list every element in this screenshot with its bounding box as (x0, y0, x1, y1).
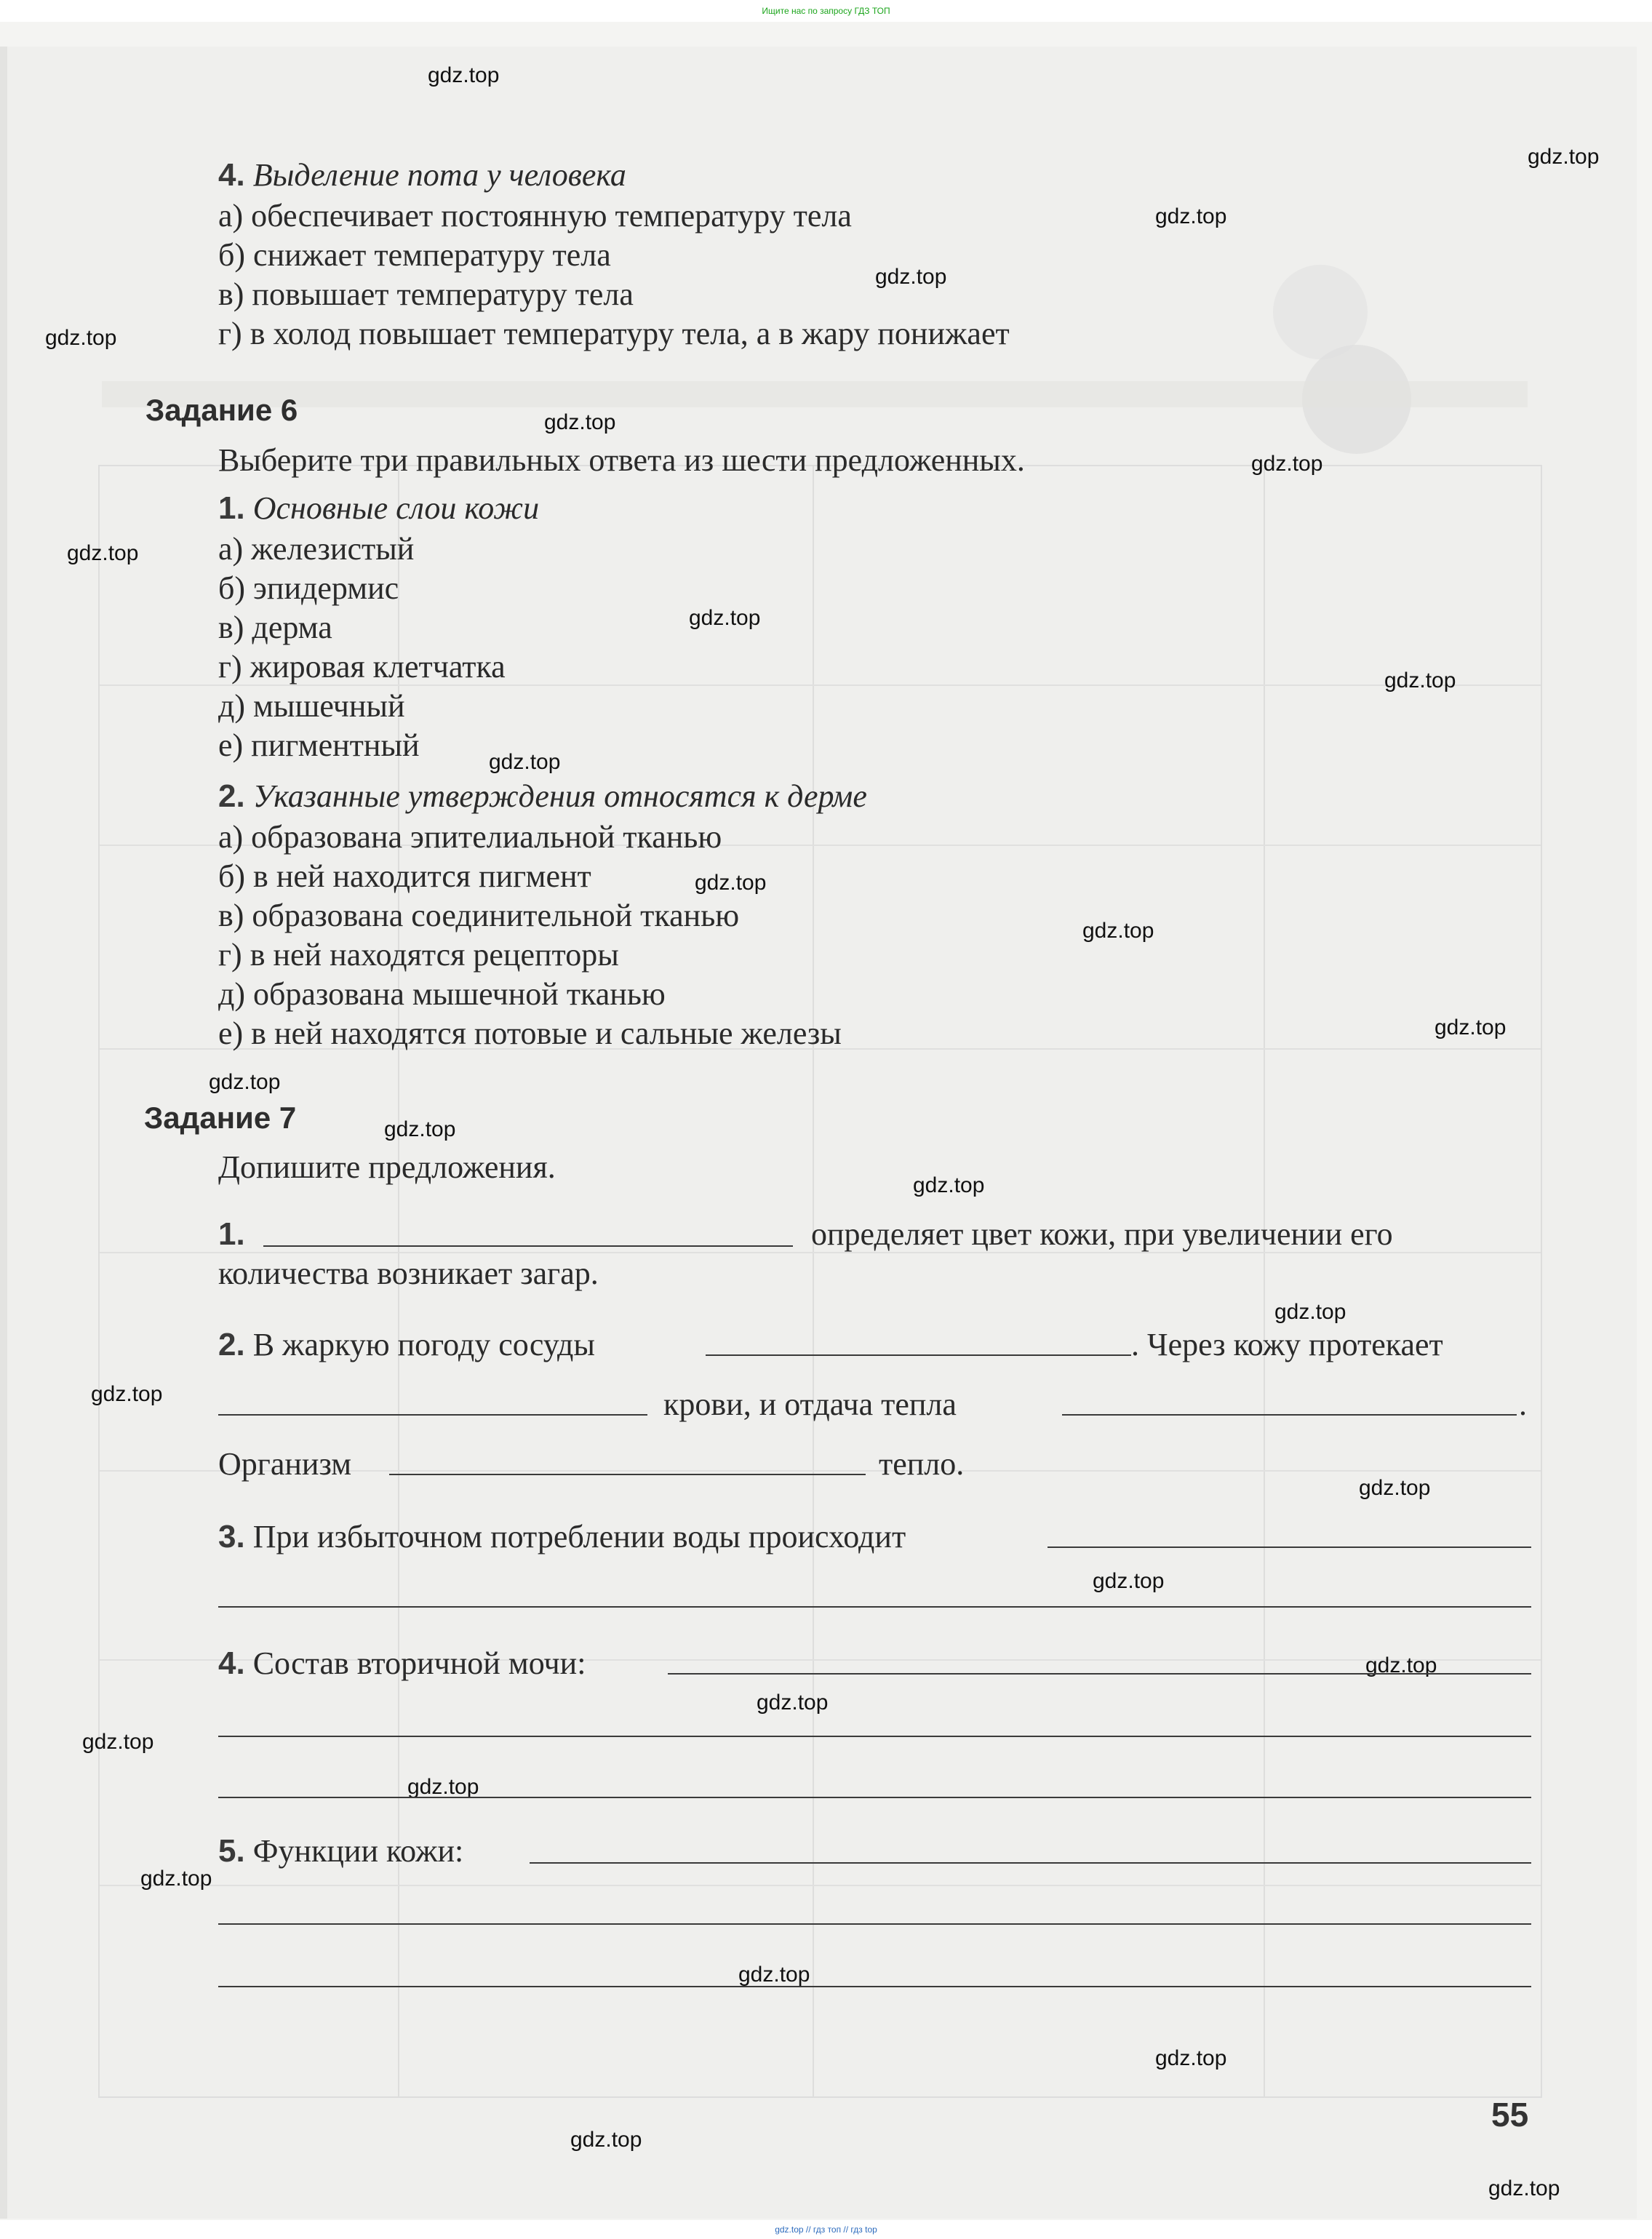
watermark: gdz.top (1155, 204, 1227, 228)
option: а) обеспечивает постоянную температуру тела (218, 198, 852, 234)
option: е) в ней находятся потовые и сальные железы (218, 1015, 842, 1051)
option: а) образована эпителиальной тканью (218, 819, 722, 855)
sentence-text: крови, и отдача тепла (663, 1386, 957, 1422)
sentence-text: Функции кожи: (252, 1833, 464, 1869)
sentence-number: 3. (218, 1519, 245, 1554)
watermark: gdz.top (1251, 452, 1323, 476)
watermark: gdz.top (913, 1173, 985, 1197)
option: б) эпидермис (218, 570, 399, 606)
ghost-col (1264, 466, 1265, 2096)
sentence-text: определяет цвет кожи, при увеличении его (811, 1216, 1393, 1252)
watermark: gdz.top (738, 1963, 810, 1987)
watermark: gdz.top (695, 871, 767, 895)
task-7-instruction: Допишите предложения. (218, 1149, 556, 1185)
sentence-number: 2. (218, 1327, 245, 1362)
top-banner[interactable]: Ищите нас по запросу ГДЗ ТОП (0, 0, 1652, 22)
watermark: gdz.top (384, 1117, 456, 1141)
watermark: gdz.top (140, 1867, 212, 1891)
ghost-band (102, 381, 1528, 407)
ghost-col (813, 466, 814, 2096)
watermark: gdz.top (1274, 1300, 1346, 1324)
sentence-text: количества возникает загар. (218, 1256, 599, 1291)
answer-blank[interactable] (218, 1736, 1531, 1737)
answer-blank[interactable] (706, 1354, 1131, 1356)
answer-blank[interactable] (218, 1986, 1531, 1987)
watermark: gdz.top (1093, 1569, 1165, 1593)
watermark: gdz.top (1155, 2046, 1227, 2070)
sentence-text: В жаркую погоду сосуды (252, 1327, 595, 1362)
sentence-text: При избыточном потреблении воды происходит (252, 1519, 906, 1554)
watermark: gdz.top (1488, 2176, 1560, 2200)
watermark: gdz.top (489, 750, 561, 774)
watermark: gdz.top (544, 410, 616, 434)
option: г) жировая клетчатка (218, 649, 506, 685)
sentence-number: 4. (218, 1645, 245, 1681)
question-text: Основные слои кожи (252, 490, 540, 526)
watermark: gdz.top (757, 1691, 829, 1715)
sentence-5 (218, 1832, 463, 1871)
question-2-title (218, 777, 867, 816)
watermark: gdz.top (1384, 668, 1456, 693)
watermark: gdz.top (1359, 1476, 1431, 1500)
sentence-text: Организм (218, 1446, 352, 1482)
watermark: gdz.top (67, 541, 139, 565)
watermark: gdz.top (1528, 145, 1600, 169)
option: г) в ней находятся рецепторы (218, 937, 619, 973)
watermark: gdz.top (1365, 1653, 1437, 1677)
sentence-number: 1. (218, 1216, 245, 1252)
question-4-title (218, 156, 626, 195)
sentence-text: Состав вторичной мочи: (252, 1645, 586, 1681)
ghost-row (100, 1885, 1541, 1886)
option: д) образована мышечной тканью (218, 976, 666, 1012)
watermark: gdz.top (428, 63, 500, 87)
sentence-number: 5. (218, 1833, 245, 1869)
answer-blank[interactable] (218, 1606, 1531, 1608)
question-number: 4. (218, 157, 245, 193)
sentence-text: тепло. (879, 1446, 965, 1482)
task-6-instruction: Выберите три правильных ответа из шести предложенных. (218, 442, 1025, 478)
answer-blank[interactable] (263, 1245, 793, 1247)
answer-blank[interactable] (218, 1923, 1531, 1925)
answer-blank[interactable] (218, 1797, 1531, 1798)
option: в) образована соединительной тканью (218, 898, 740, 933)
watermark: gdz.top (82, 1730, 154, 1754)
task-7-heading: Задание 7 (144, 1101, 297, 1135)
sentence-4 (218, 1644, 586, 1683)
watermark: gdz.top (45, 326, 117, 350)
option: д) мышечный (218, 688, 405, 724)
question-number: 2. (218, 778, 245, 814)
question-text: Указанные утверждения относятся к дерме (252, 778, 867, 814)
sentence-2 (218, 1325, 595, 1365)
answer-blank[interactable] (1062, 1414, 1517, 1416)
sentence-text: . Через кожу протекает (1131, 1327, 1443, 1362)
answer-blank[interactable] (389, 1474, 866, 1475)
question-text: Выделение пота у человека (252, 157, 626, 193)
answer-blank[interactable] (218, 1414, 647, 1416)
answer-blank[interactable] (530, 1862, 1531, 1864)
sentence-text: . (1519, 1386, 1527, 1422)
watermark: gdz.top (875, 265, 947, 289)
option: в) повышает температуру тела (218, 276, 634, 312)
watermark: gdz.top (91, 1382, 163, 1406)
sentence-3 (218, 1517, 906, 1557)
question-1-title (218, 489, 539, 528)
option: б) снижает температуру тела (218, 237, 611, 273)
watermark: gdz.top (407, 1775, 479, 1799)
option: б) в ней находится пигмент (218, 858, 591, 894)
option: е) пигментный (218, 727, 420, 763)
page-number: 55 (1491, 2096, 1529, 2134)
watermark: gdz.top (570, 2128, 642, 2152)
watermark: gdz.top (209, 1070, 281, 1094)
answer-blank[interactable] (1048, 1546, 1531, 1548)
option: г) в холод повышает температуру тела, а в жару понижает (218, 316, 1010, 351)
option: в) дерма (218, 610, 332, 645)
watermark: gdz.top (1434, 1015, 1507, 1039)
task-6-heading: Задание 6 (145, 393, 298, 427)
option: а) железистый (218, 531, 415, 567)
question-number: 1. (218, 490, 245, 526)
bottom-banner[interactable]: gdz.top // гдз топ // гдз top (0, 2220, 1652, 2239)
watermark: gdz.top (1082, 919, 1154, 943)
answer-blank[interactable] (668, 1673, 1531, 1675)
ghost-circle-top (1273, 265, 1368, 359)
watermark: gdz.top (689, 606, 761, 630)
